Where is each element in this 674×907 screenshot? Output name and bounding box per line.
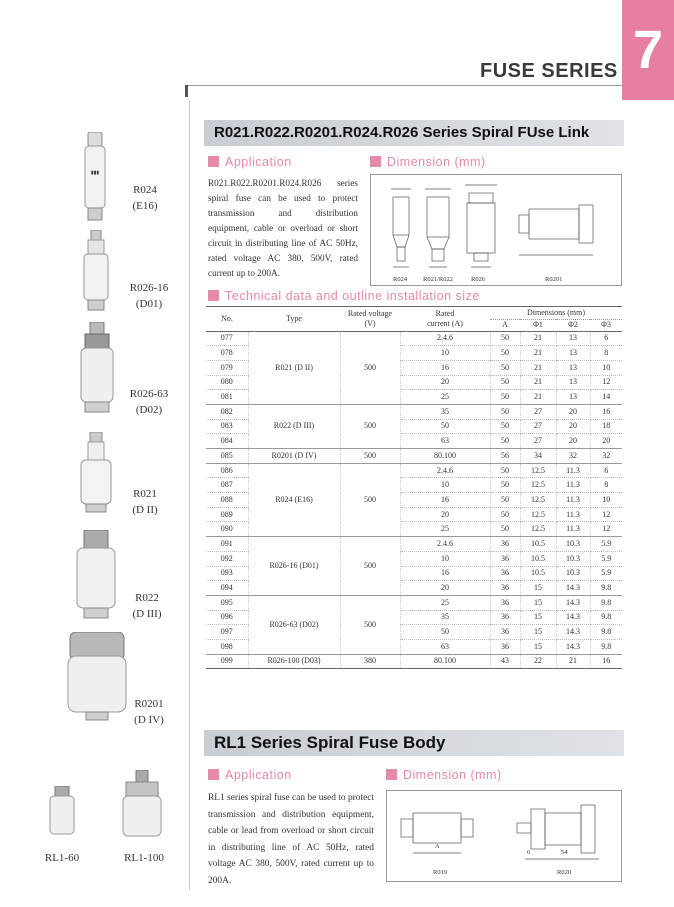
cell-dim-phi1: 10.5 <box>520 537 556 552</box>
section2-application-text: RL1 series spiral fuse can be used to protect transmission and distribution equipment, cable or lead from overload or short circuit in distributing line of AC 50Hz, rated voltage AC 380, 500V, rated current up to 200A. <box>208 793 374 886</box>
section2-dimension-heading: Dimension (mm) <box>386 768 502 782</box>
cell-dim-phi1: 21 <box>520 346 556 361</box>
cell-dim-phi3: 8 <box>590 346 622 361</box>
cell-dim-a: 36 <box>490 639 520 654</box>
cell-dim-phi3: 14 <box>590 390 622 405</box>
cell-dim-phi3: 12 <box>590 375 622 390</box>
cell-current: 16 <box>400 566 490 581</box>
cell-current: 25 <box>400 522 490 537</box>
cell-dim-phi3: 5.9 <box>590 537 622 552</box>
product-image-rl1-100 <box>120 770 164 840</box>
table-row <box>206 404 622 419</box>
cell-dim-phi1: 15 <box>520 581 556 596</box>
cell-current: 10 <box>400 551 490 566</box>
cell-dim-phi2: 21 <box>556 654 590 669</box>
diagram-dim-54: 54 <box>561 849 568 856</box>
cell-current: 50 <box>400 419 490 434</box>
product-label-r021: R021 (D II) <box>132 488 158 516</box>
cell-type: R022 (D III) <box>248 404 340 448</box>
col-header-phi2: Φ2 <box>556 319 590 331</box>
cell-dim-phi1: 15 <box>520 625 556 640</box>
technical-data-heading: Technical data and outline installation size <box>208 289 480 303</box>
cell-dim-phi2: 13 <box>556 346 590 361</box>
cell-dim-phi2: 20 <box>556 434 590 449</box>
cell-no: 093 <box>206 566 248 581</box>
fuse-dimension-drawings <box>371 175 621 285</box>
cell-dim-phi3: 8 <box>590 478 622 493</box>
cell-dim-phi1: 15 <box>520 610 556 625</box>
cell-voltage: 500 <box>340 595 400 654</box>
cell-dim-phi3: 10 <box>590 493 622 508</box>
cell-current: 63 <box>400 434 490 449</box>
cell-dim-phi1: 22 <box>520 654 556 669</box>
cell-no: 089 <box>206 507 248 522</box>
cell-no: 082 <box>206 404 248 419</box>
cell-dim-phi1: 12.5 <box>520 493 556 508</box>
cell-dim-phi1: 12.5 <box>520 522 556 537</box>
cell-dim-phi1: 21 <box>520 331 556 346</box>
cell-dim-phi2: 11.3 <box>556 507 590 522</box>
table-row <box>206 331 622 346</box>
cell-dim-a: 50 <box>490 463 520 478</box>
cell-dim-phi1: 27 <box>520 434 556 449</box>
cell-dim-phi3: 9.8 <box>590 581 622 596</box>
cell-dim-a: 50 <box>490 522 520 537</box>
cell-no: 090 <box>206 522 248 537</box>
cell-no: 087 <box>206 478 248 493</box>
cell-current: 80.100 <box>400 654 490 669</box>
cell-no: 098 <box>206 639 248 654</box>
product-label-r022: R022 (D III) <box>132 592 162 620</box>
cell-dim-phi2: 13 <box>556 375 590 390</box>
diagram-caption-r024: R024 <box>393 276 408 283</box>
cell-current: 2.4.6 <box>400 537 490 552</box>
square-bullet-icon <box>208 290 219 301</box>
svg-text:▮▮▮: ▮▮▮ <box>90 170 100 176</box>
cell-dim-phi3: 32 <box>590 449 622 464</box>
product-image-r024 <box>82 132 108 222</box>
cell-dim-phi2: 14.3 <box>556 610 590 625</box>
cell-dim-a: 50 <box>490 360 520 375</box>
cell-current: 20 <box>400 581 490 596</box>
square-bullet-icon <box>208 769 219 780</box>
cell-dim-phi3: 12 <box>590 507 622 522</box>
cell-dim-phi3: 16 <box>590 404 622 419</box>
cell-dim-phi1: 15 <box>520 639 556 654</box>
cell-dim-phi1: 12.5 <box>520 478 556 493</box>
product-image-r026-16 <box>82 230 110 312</box>
cell-no: 096 <box>206 610 248 625</box>
cell-dim-a: 50 <box>490 507 520 522</box>
cell-type: R0201 (D IV) <box>248 449 340 464</box>
cell-dim-phi1: 15 <box>520 595 556 610</box>
cell-current: 2.4.6 <box>400 463 490 478</box>
cell-dim-a: 50 <box>490 404 520 419</box>
cell-dim-phi2: 11.3 <box>556 478 590 493</box>
cell-type: R026-100 (D03) <box>248 654 340 669</box>
section1-dimension-heading: Dimension (mm) <box>370 155 486 169</box>
cell-dim-phi1: 34 <box>520 449 556 464</box>
cell-no: 085 <box>206 449 248 464</box>
cell-dim-a: 50 <box>490 346 520 361</box>
col-header-rated-current: Rated current (A) <box>400 307 490 331</box>
cell-no: 080 <box>206 375 248 390</box>
diagram-dim-6: 6 <box>527 849 531 856</box>
cell-dim-phi1: 27 <box>520 404 556 419</box>
cell-dim-phi2: 14.3 <box>556 625 590 640</box>
cell-dim-phi1: 12.5 <box>520 507 556 522</box>
cell-type: R024 (E16) <box>248 463 340 536</box>
cell-dim-phi2: 13 <box>556 331 590 346</box>
cell-current: 25 <box>400 390 490 405</box>
product-image-r021 <box>78 432 114 514</box>
cell-dim-phi3: 18 <box>590 419 622 434</box>
table-row <box>206 463 622 478</box>
cell-no: 088 <box>206 493 248 508</box>
cell-voltage: 500 <box>340 463 400 536</box>
cell-dim-a: 36 <box>490 566 520 581</box>
cell-dim-phi1: 12.5 <box>520 463 556 478</box>
cell-current: 20 <box>400 375 490 390</box>
cell-dim-phi2: 10.3 <box>556 551 590 566</box>
cell-dim-a: 36 <box>490 595 520 610</box>
product-label-rl1-100: RL1-100 <box>124 852 164 864</box>
cell-type: R026-63 (D02) <box>248 595 340 654</box>
cell-dim-a: 50 <box>490 390 520 405</box>
cell-dim-a: 50 <box>490 478 520 493</box>
product-image-rl1-60 <box>48 786 76 838</box>
cell-no: 095 <box>206 595 248 610</box>
cell-voltage: 500 <box>340 404 400 448</box>
header-rule-tick <box>185 85 188 97</box>
cell-dim-phi1: 27 <box>520 419 556 434</box>
cell-current: 2.4.6 <box>400 331 490 346</box>
cell-dim-phi2: 32 <box>556 449 590 464</box>
technical-data-table <box>206 307 622 669</box>
diagram-dim-a: A <box>435 843 440 850</box>
cell-current: 50 <box>400 625 490 640</box>
cell-dim-a: 50 <box>490 375 520 390</box>
cell-dim-phi3: 20 <box>590 434 622 449</box>
cell-dim-phi1: 10.5 <box>520 566 556 581</box>
cell-dim-phi2: 20 <box>556 404 590 419</box>
cell-voltage: 500 <box>340 331 400 404</box>
col-header-dimensions: Dimensions (mm) <box>490 307 622 319</box>
product-label-r026-63: R026-63 (D02) <box>129 388 169 416</box>
cell-no: 079 <box>206 360 248 375</box>
cell-dim-a: 50 <box>490 493 520 508</box>
cell-current: 20 <box>400 507 490 522</box>
cell-no: 084 <box>206 434 248 449</box>
column-divider <box>189 100 190 890</box>
col-header-type: Type <box>248 307 340 331</box>
cell-dim-phi2: 13 <box>556 360 590 375</box>
cell-dim-a: 36 <box>490 537 520 552</box>
cell-current: 10 <box>400 346 490 361</box>
table-row <box>206 654 622 669</box>
col-header-no: No. <box>206 307 248 331</box>
table-row <box>206 595 622 610</box>
col-header-a: A <box>490 319 520 331</box>
product-image-r022 <box>74 530 118 620</box>
cell-dim-phi1: 21 <box>520 375 556 390</box>
fuse-body-dimension-drawings <box>387 791 621 881</box>
product-label-rl1-60: RL1-60 <box>44 852 80 864</box>
cell-dim-a: 56 <box>490 449 520 464</box>
cell-no: 092 <box>206 551 248 566</box>
cell-no: 083 <box>206 419 248 434</box>
cell-dim-a: 36 <box>490 610 520 625</box>
cell-dim-a: 36 <box>490 581 520 596</box>
cell-dim-phi2: 11.3 <box>556 493 590 508</box>
product-image-r026-63 <box>78 322 116 414</box>
cell-dim-phi2: 13 <box>556 390 590 405</box>
section1-application-text: R021.R022.R0201.R024.R026 series spiral fuse can be used to protect transmission and distribution equipment, cable or overload or short circuit in distributing line of AC 50Hz, rated voltage AC 380, 500V, rated current up to 200A. <box>208 178 358 278</box>
diagram-caption-r026: R026 <box>471 276 486 283</box>
section1-dimension-diagram <box>370 174 622 286</box>
cell-dim-phi2: 20 <box>556 419 590 434</box>
cell-dim-phi3: 10 <box>590 360 622 375</box>
cell-dim-phi1: 21 <box>520 390 556 405</box>
diagram-caption-r020: R020 <box>557 869 572 876</box>
cell-current: 16 <box>400 493 490 508</box>
cell-current: 80.100 <box>400 449 490 464</box>
cell-dim-phi2: 11.3 <box>556 463 590 478</box>
cell-current: 16 <box>400 360 490 375</box>
section1-title: R021.R022.R0201.R024.R026 Series Spiral FUse Link <box>204 120 624 146</box>
cell-dim-phi2: 14.3 <box>556 639 590 654</box>
col-header-phi3: Φ3 <box>590 319 622 331</box>
cell-dim-phi1: 21 <box>520 360 556 375</box>
cell-dim-phi3: 9.8 <box>590 595 622 610</box>
cell-no: 081 <box>206 390 248 405</box>
section2-dimension-diagram <box>386 790 622 882</box>
cell-dim-phi3: 5.9 <box>590 551 622 566</box>
cell-dim-phi3: 9.8 <box>590 625 622 640</box>
cell-dim-a: 36 <box>490 625 520 640</box>
diagram-caption-r0201: R0201 <box>545 276 563 283</box>
cell-current: 25 <box>400 595 490 610</box>
cell-dim-phi3: 12 <box>590 522 622 537</box>
diagram-caption-r021-r022: R021/R022 <box>423 276 453 283</box>
cell-dim-phi2: 11.3 <box>556 522 590 537</box>
cell-dim-phi2: 10.3 <box>556 537 590 552</box>
page-header-title: FUSE SERIES <box>480 60 618 82</box>
cell-dim-phi2: 14.3 <box>556 581 590 596</box>
cell-voltage: 380 <box>340 654 400 669</box>
product-label-r026-16: R026-16 (D01) <box>129 282 169 310</box>
cell-dim-phi3: 6 <box>590 331 622 346</box>
section2-title: RL1 Series Spiral Fuse Body <box>204 730 624 756</box>
cell-voltage: 500 <box>340 537 400 596</box>
cell-dim-a: 50 <box>490 419 520 434</box>
section2-application-heading: Application <box>208 768 292 782</box>
cell-type: R026-16 (D01) <box>248 537 340 596</box>
cell-no: 077 <box>206 331 248 346</box>
cell-no: 094 <box>206 581 248 596</box>
cell-dim-phi2: 14.3 <box>556 595 590 610</box>
cell-current: 63 <box>400 639 490 654</box>
product-label-r0201: R0201 (D IV) <box>134 698 164 726</box>
cell-dim-phi1: 10.5 <box>520 551 556 566</box>
cell-dim-phi2: 10.3 <box>556 566 590 581</box>
cell-current: 35 <box>400 404 490 419</box>
cell-current: 10 <box>400 478 490 493</box>
cell-dim-phi3: 6 <box>590 463 622 478</box>
cell-dim-a: 36 <box>490 551 520 566</box>
header-rule <box>185 85 622 86</box>
cell-dim-a: 50 <box>490 434 520 449</box>
col-header-rated-voltage: Rated voltage (V) <box>340 307 400 331</box>
cell-no: 078 <box>206 346 248 361</box>
chapter-badge: 7 <box>622 0 674 100</box>
table-row <box>206 449 622 464</box>
cell-dim-phi3: 9.8 <box>590 610 622 625</box>
cell-no: 099 <box>206 654 248 669</box>
cell-current: 35 <box>400 610 490 625</box>
cell-voltage: 500 <box>340 449 400 464</box>
cell-type: R021 (D II) <box>248 331 340 404</box>
product-image-r0201 <box>66 632 128 722</box>
cell-dim-phi3: 5.9 <box>590 566 622 581</box>
cell-no: 086 <box>206 463 248 478</box>
square-bullet-icon <box>370 156 381 167</box>
square-bullet-icon <box>208 156 219 167</box>
diagram-caption-r019: R019 <box>433 869 448 876</box>
cell-dim-phi3: 16 <box>590 654 622 669</box>
square-bullet-icon <box>386 769 397 780</box>
cell-no: 091 <box>206 537 248 552</box>
cell-dim-a: 43 <box>490 654 520 669</box>
cell-dim-a: 50 <box>490 331 520 346</box>
col-header-phi1: Φ1 <box>520 319 556 331</box>
table-row <box>206 537 622 552</box>
cell-no: 097 <box>206 625 248 640</box>
cell-dim-phi3: 9.8 <box>590 639 622 654</box>
section1-application-heading: Application <box>208 155 292 169</box>
product-label-r024: R024 (E16) <box>132 184 158 212</box>
